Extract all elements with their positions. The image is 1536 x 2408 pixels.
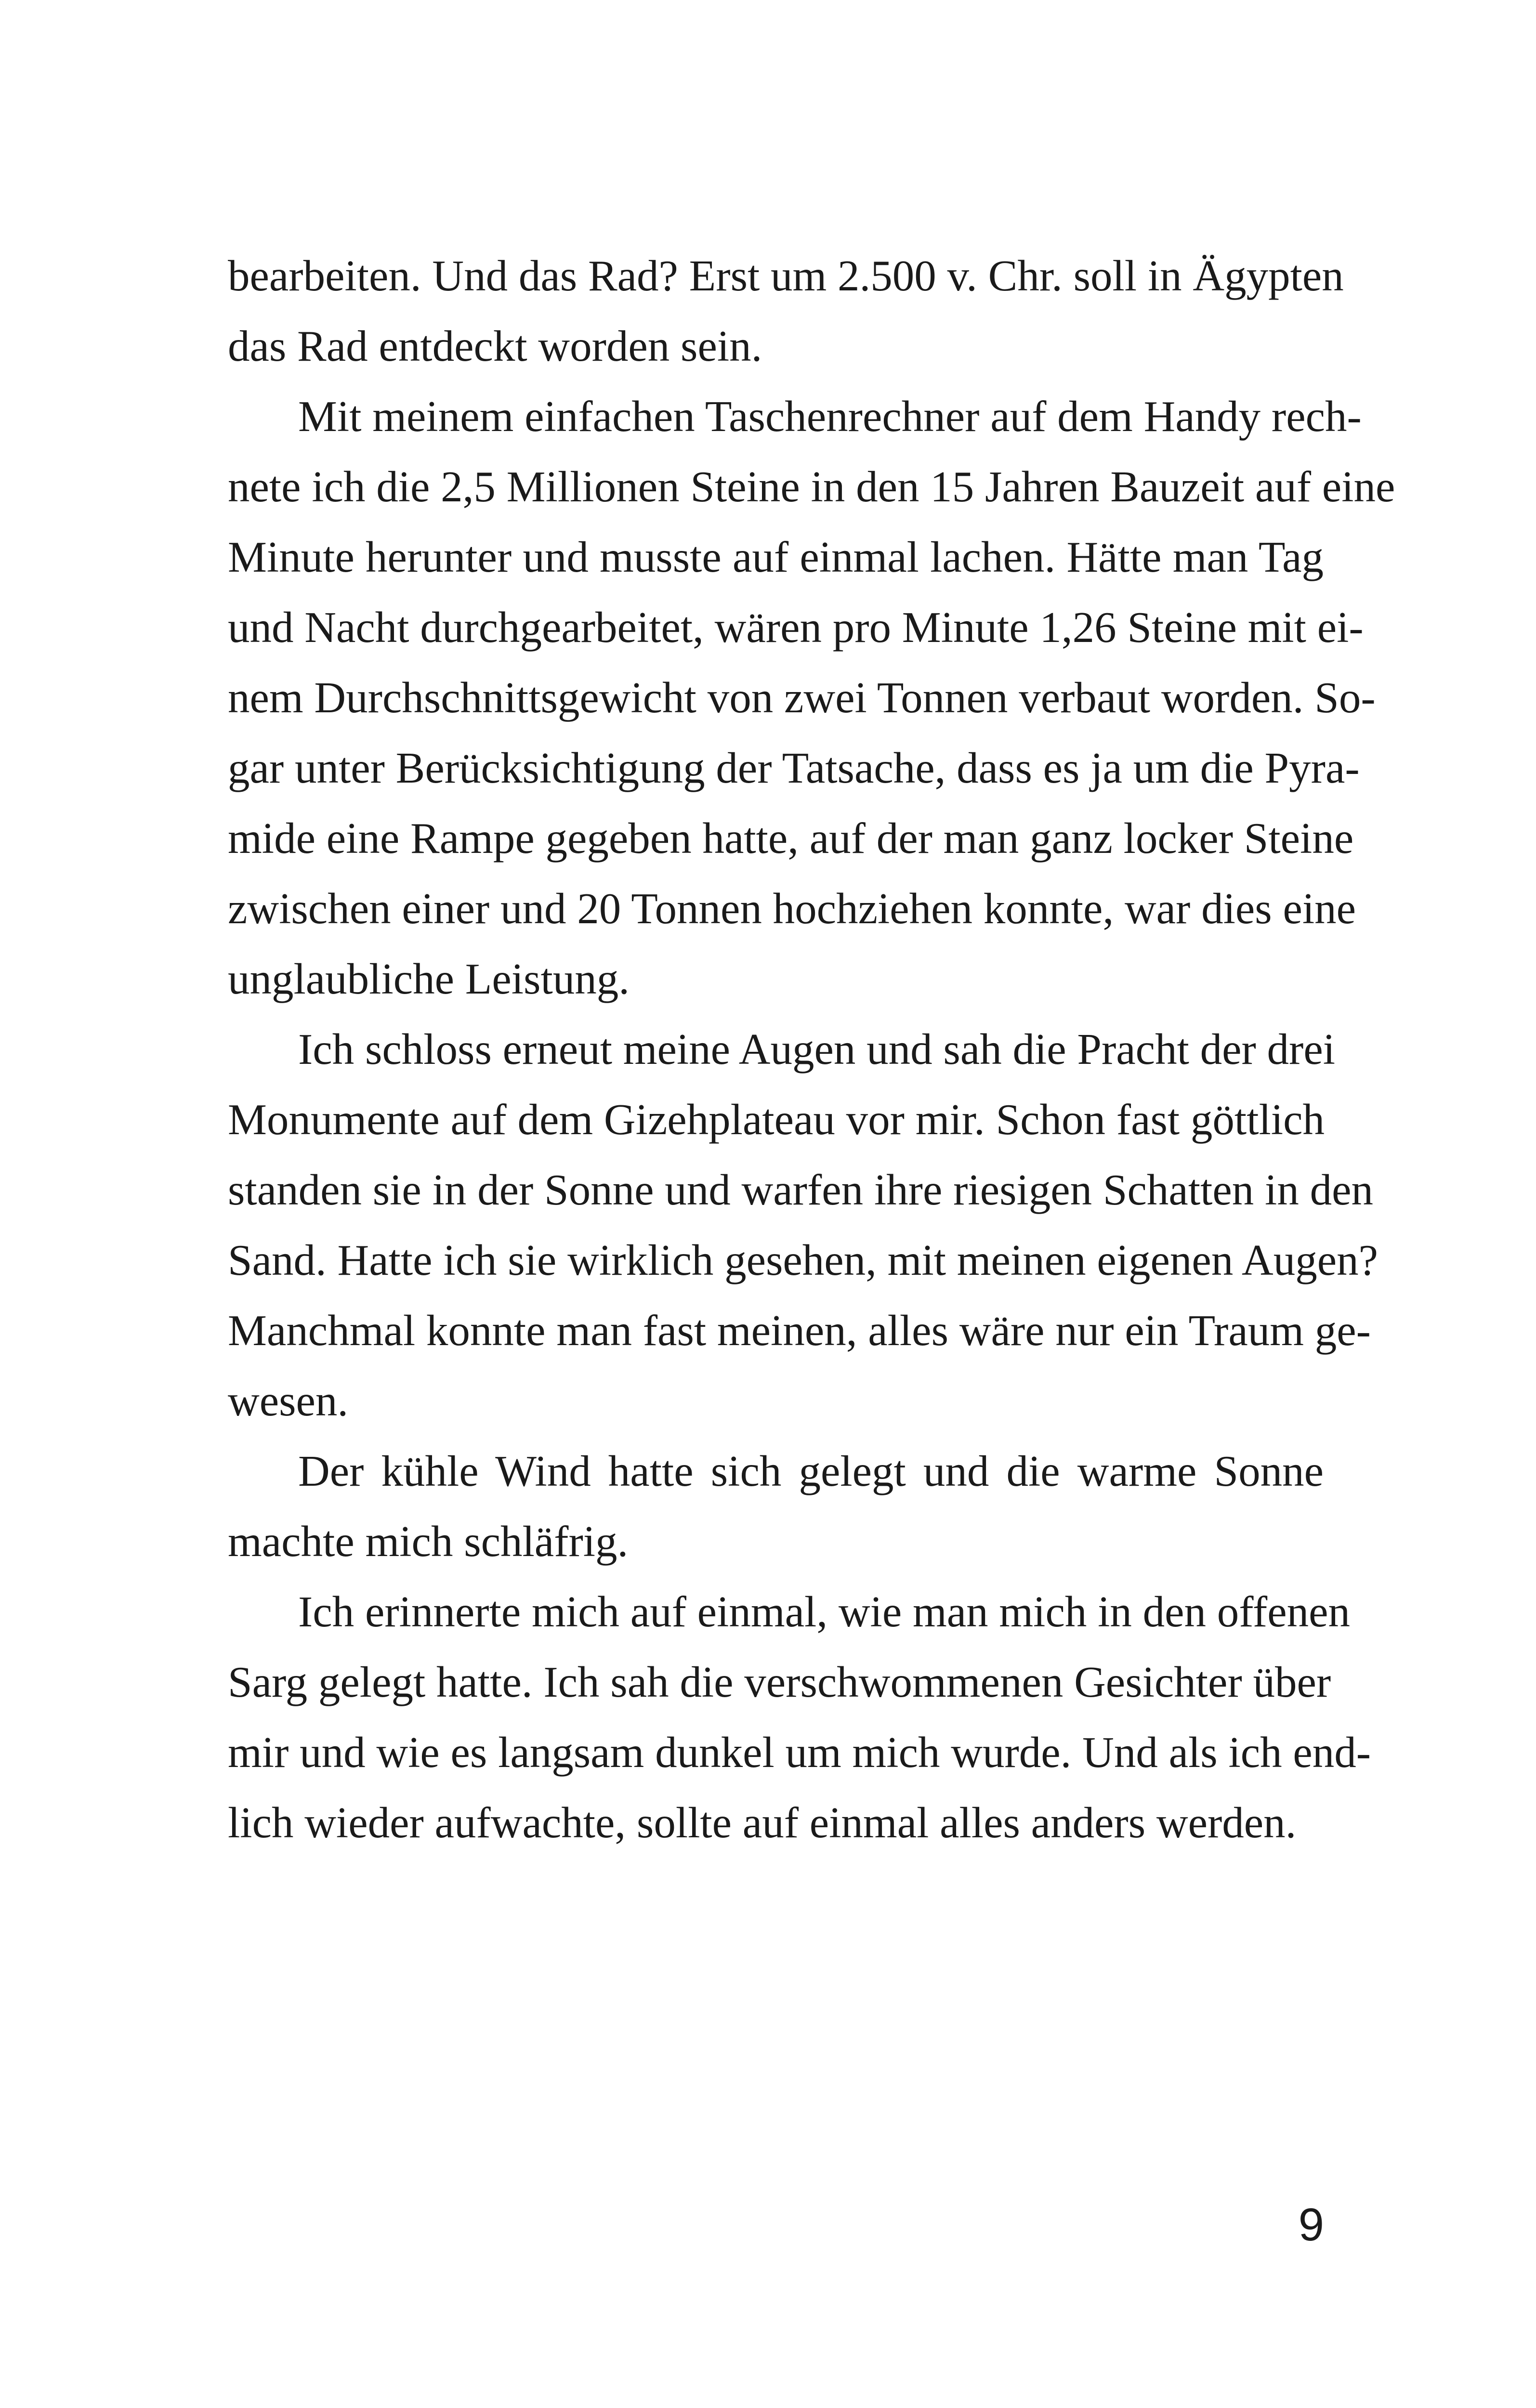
body-text — [228, 241, 1395, 1858]
paragraph-5 — [228, 1577, 1371, 1858]
text-line: bearbeiten. Und das Rad? Erst um 2.500 v. Chr. soll in Ägypten — [228, 251, 1344, 300]
text-line: Sarg gelegt hatte. Ich sah die verschwommenen Gesichter über — [228, 1658, 1331, 1706]
text-line: zwischen einer und 20 Tonnen hochziehen konnte, war dies eine — [228, 884, 1356, 933]
text-line: das Rad entdeckt worden sein. — [228, 322, 762, 370]
text-line: nem Durchschnittsgewicht von zwei Tonnen verbaut worden. So- — [228, 673, 1376, 722]
paragraph-2 — [228, 381, 1395, 1014]
text-line: Sand. Hatte ich sie wirklich gesehen, mit meinen eigenen Augen? — [228, 1236, 1378, 1284]
text-line: und Nacht durchgearbeitet, wären pro Minute 1,26 Steine mit ei- — [228, 603, 1364, 652]
paragraph-4 — [228, 1436, 1324, 1577]
text-line: machte mich schläfrig. — [228, 1517, 629, 1566]
text-line: wesen. — [228, 1376, 349, 1425]
text-line: mide eine Rampe gegeben hatte, auf der man ganz locker Steine — [228, 814, 1354, 863]
text-line: gar unter Berücksichtigung der Tatsache, dass es ja um die Pyra- — [228, 744, 1360, 792]
page-number: 9 — [1298, 2199, 1324, 2251]
text-line: lich wieder aufwachte, sollte auf einmal alles anders werden. — [228, 1798, 1297, 1847]
text-line: Minute herunter und musste auf einmal lachen. Hätte man Tag — [228, 533, 1324, 581]
text-line: nete ich die 2,5 Millionen Steine in den 15 Jahren Bauzeit auf eine — [228, 462, 1395, 511]
text-line: standen sie in der Sonne und warfen ihre riesigen Schatten in den — [228, 1165, 1373, 1214]
text-line: Manchmal konnte man fast meinen, alles wäre nur ein Traum ge- — [228, 1306, 1371, 1355]
text-line: Ich erinnerte mich auf einmal, wie man mich in den offenen — [298, 1587, 1350, 1636]
text-line: mir und wie es langsam dunkel um mich wurde. Und als ich end- — [228, 1728, 1371, 1777]
text-line: Mit meinem einfachen Taschenrechner auf dem Handy rech- — [298, 392, 1362, 441]
text-line: unglaubliche Leistung. — [228, 955, 630, 1003]
text-line: Monumente auf dem Gizehplateau vor mir. Schon fast göttlich — [228, 1095, 1325, 1144]
text-line: Ich schloss erneut meine Augen und sah die Pracht der drei — [298, 1025, 1336, 1073]
paragraph-3 — [228, 1014, 1378, 1436]
text-line: Der kühle Wind hatte sich gelegt und die warme Sonne — [298, 1447, 1324, 1495]
paragraph-1 — [228, 241, 1344, 381]
